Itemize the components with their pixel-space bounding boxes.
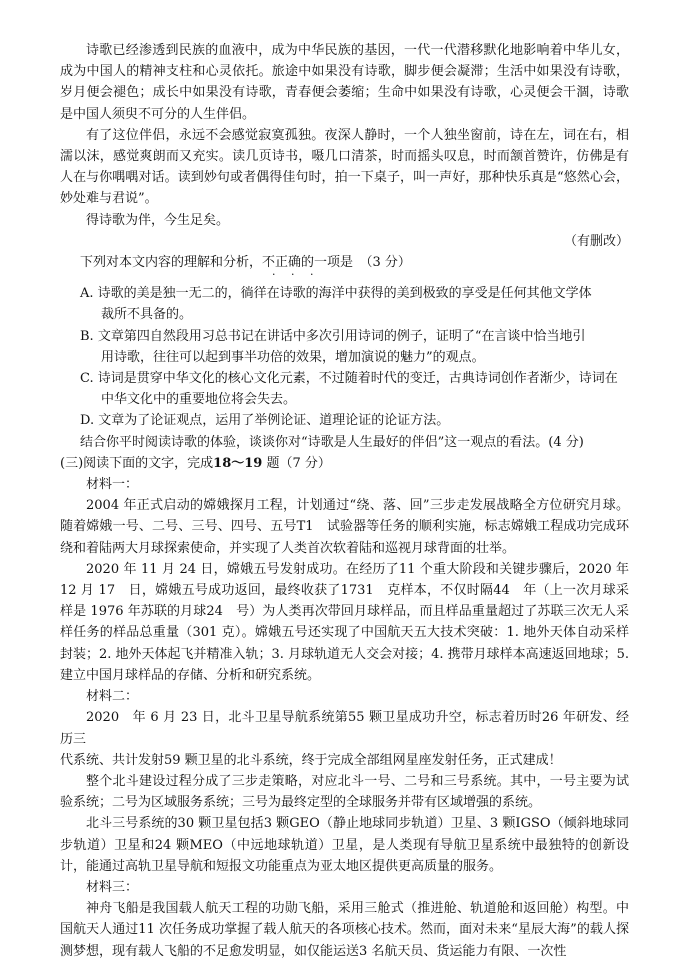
material-2-paragraph-3: 北斗三号系统的30 颗卫星包括3 颗GEO（静止地球同步轨道）卫星、3 颗IGSO（倾斜地球同步轨道）卫星和24 颗MEO（中远地球轨道）卫星，是人类现有导航卫星系统中最独特的创新设计，能通过高轨卫星导航和短报文功能重点为亚太地区提供更高质量的服务。 [60,816,629,874]
material-2-paragraph-1a: 2020 年 6 月 23 日，北斗卫星导航系统第55 颗卫星成功升空，标志着历时26 年研发、经历三 [60,710,629,747]
option-a: A. 诗歌的美是独一无二的，徜徉在诗歌的海洋中获得的美到极致的享受是任何其他文学体 [80,286,592,302]
section-3-header-post: 题（7 分） [262,455,331,471]
section-3-header [60,453,629,474]
option-c: C. 诗词是贯穿中华文化的核心文化元素，不过随着时代的变迁，古典诗词创作者渐少，诗词在 [80,371,618,387]
material-3-paragraph-1: 神舟飞船是我国载人航天工程的功勋飞船，采用三舱式（推进舱、轨道舱和返回舱）构型。中国航天人通过11 次任务成功掌握了载人航天的各项核心技术。然而，面对未来“星辰大海”的载人探测梦想，现有载人飞船的不足愈发明显，如仅能运送3 名航天员、货运能力有限、一次性 [60,901,629,959]
material-2-label: 材料二： [86,689,139,705]
essay-paragraph-1: 诗歌已经渗透到民族的血液中，成为中华民族的基因，一代一代潜移默化地影响着中华儿女，成为中国人的精神支柱和心灵依托。旅途中如果没有诗歌，脚步便会凝滞；生活中如果没有诗歌，岁月便会褪色；成长中如果没有诗歌，青春便会萎缩；生命中如果没有诗歌，心灵便会干涸，诗歌是中国人须臾不可分的人生伴侣。 [60,43,629,122]
material-1-paragraph-1: 2004 年正式启动的嫦娥探月工程，计划通过“绕、落、回”三步走发展战略全方位研究月球。随着嫦娥一号、二号、三号、四号、五号T1 试验器等任务的顺利实施，标志嫦娥工程成功完成环绕和着陆两大月球探索使命，并实现了人类首次软着陆和巡视月球背面的壮举。 [60,498,629,556]
option-a-cont: 裁所不具备的。 [101,307,193,323]
option-d: D. 文章为了论证观点，运用了举例论证、道理论证的论证方法。 [80,413,450,429]
emphasis-dots: · · · [272,268,320,282]
question-stem: 下列对本文内容的理解和分析，不正确的一项是 （3 分） [80,255,411,271]
material-3-label: 材料三： [86,879,139,895]
open-question: 结合你平时阅读诗歌的体验，谈谈你对“诗歌是人生最好的伴侣”这一观点的看法。(4 分) [80,434,584,450]
option-b-cont: 用诗歌，往往可以起到事半功倍的效果，增加演说的魅力”的观点。 [101,349,485,365]
option-b: B. 文章第四自然段用习总书记在讲话中多次引用诗词的例子，证明了“在言谈中恰当地引 [80,328,586,344]
section-3-header-pre: (三)阅读下面的文字，完成 [60,455,214,471]
material-2-paragraph-2: 整个北斗建设过程分成了三步走策略，对应北斗一号、二号和三号系统。其中，一号主要为试验系统；二号为区域服务系统；三号为最终定型的全球服务并带有区域增强的系统。 [60,773,629,811]
essay-paragraph-3: 得诗歌为伴，今生足矣。 [86,212,230,228]
material-2-paragraph-1b: 代系统、共计发射59 颗卫星的北斗系统，终于完成全部组网星座发射任务，正式建成！ [60,752,562,768]
material-1-label: 材料一： [86,477,139,493]
section-3-range: 18～19 [213,455,263,471]
essay-paragraph-2: 有了这位伴侣，永远不会感觉寂寞孤独。夜深人静时，一个人独坐窗前，诗在左，词在右，相濡以沫，感觉爽朗而又充实。读几页诗书，嗫几口清茶，时而摇头叹息，时而颔首赞许，仿佛是有人在与你喁喁对话。读到妙句或者偶得佳句时，拍一下桌子，叫一声好，那种快乐真是“悠然心会，妙处难与君说”。 [60,127,629,207]
option-c-cont: 中华文化中的重要地位将会失去。 [101,392,297,408]
source-note: （有删改） [563,233,629,249]
material-1-paragraph-2: 2020 年 11 月 24 日，嫦娥五号发射成功。在经历了11 个重大阶段和关键步骤后，2020 年 12 月 17 日，嫦娥五号成功返回，最终收获了1731 克样本，不仅时隔44 年（上一次月球采样是 1976 年苏联的月球24 号）为人类再次带回月球样品，而且样品重量超过了苏联三次无人采样任务的样品总重量（301 克）。嫦娥五号还实现了中国航天五大技术突破：1. 地外天体自动采样封装；2. 地外天体起飞并精准入轨；3. 月球轨道无人交会对接；4. 携带月球样本高速返回地球；5. 建立中国月球样品的存储、分析和研究系统。 [60,561,630,683]
